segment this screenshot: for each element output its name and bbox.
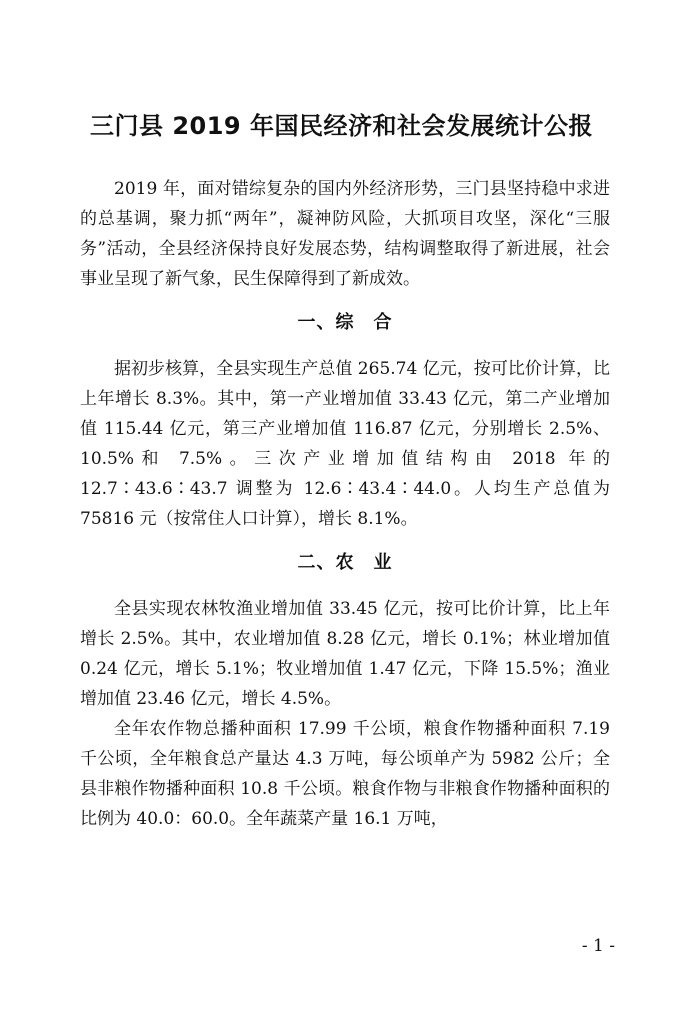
intro-paragraph: 2019 年，面对错综复杂的国内外经济形势，三门县坚持稳中求进的总基调，聚力抓“两年”，凝神防风险，大抓项目攻坚，深化“三服务”活动，全县经济保持良好发展态势，结构调整取得了新进展，社会事业呈现了新气象，民生保障得到了新成效。: [80, 179, 610, 289]
section-heading-overview: 一、综 合: [297, 312, 393, 333]
agriculture-paragraph-2: 全年农作物总播种面积 17.99 千公顷，粮食作物播种面积 7.19 千公顷，全年粮食总产量达 4.3 万吨，每公顷单产为 5982 公斤；全县非粮作物播种面积 10.8 千公顷。粮食作物与非粮食作物播种面积的比例为 40.0：60.0。全年蔬菜产量 16.1 万吨，: [80, 719, 610, 829]
page-number: - 1 -: [581, 936, 615, 956]
section-heading-agriculture: 二、农 业: [297, 552, 393, 573]
page-title: 三门县 2019 年国民经济和社会发展统计公报: [89, 112, 593, 140]
agriculture-paragraph-1: 全县实现农林牧渔业增加值 33.45 亿元，按可比价计算，比上年增长 2.5%。其中，农业增加值 8.28 亿元，增长 0.1%；林业增加值 0.24 亿元，增长 5.1%；牧业增加值 1.47 亿元，下降 15.5%；渔业增加值 23.46 亿元，增长 4.5%。: [80, 599, 610, 709]
overview-paragraph: 据初步核算，全县实现生产总值 265.74 亿元，按可比价计算，比上年增长 8.3%。其中，第一产业增加值 33.43 亿元，第二产业增加值 115.44 亿元，第三产业增加值 116.87 亿元，分别增长 2.5%、10.5%和 7.5%。三次产业增加值结构由 2018 年的 12.7∶43.6∶43.7 调整为 12.6∶43.4∶44.0。人均生产总值为 75816 元（按常住人口计算），增长 8.1%。: [80, 359, 610, 529]
document-body: [80, 174, 610, 834]
